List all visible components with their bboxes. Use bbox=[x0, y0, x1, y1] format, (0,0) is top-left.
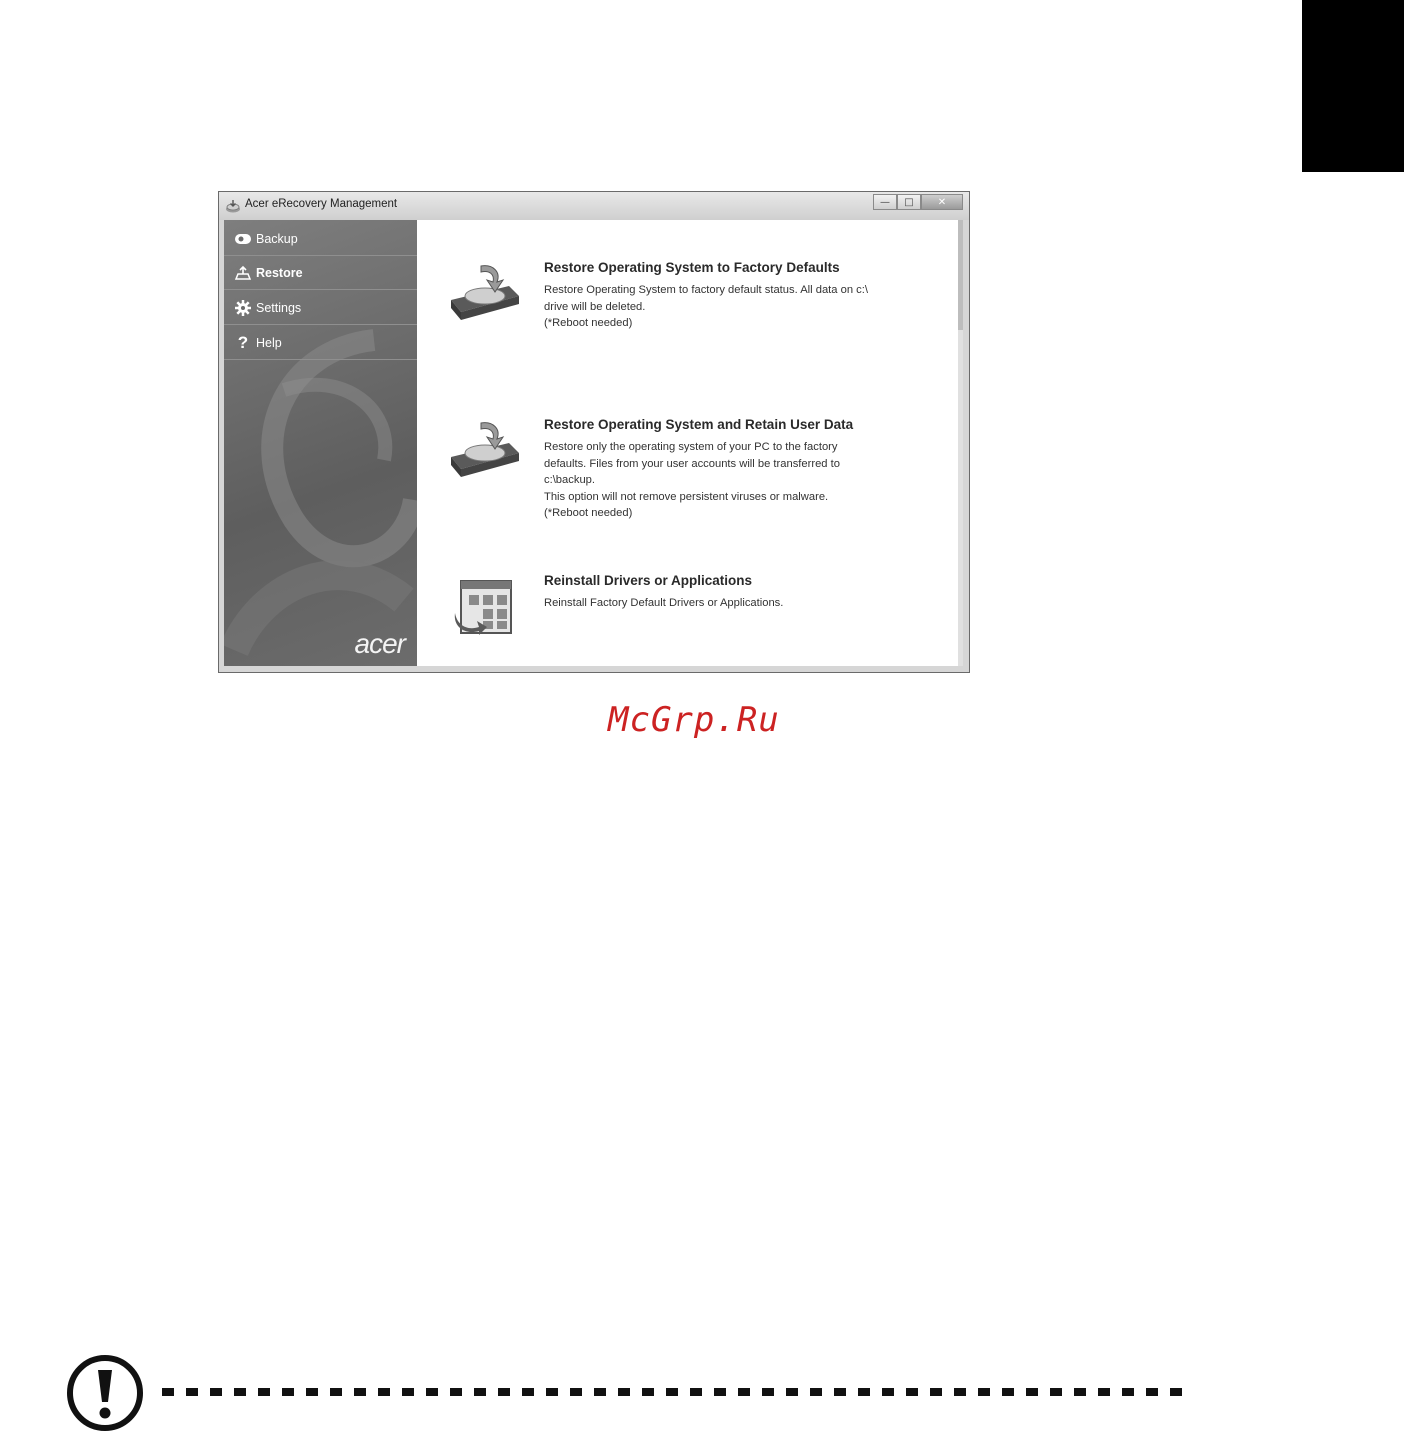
scroll-thumb[interactable] bbox=[958, 220, 963, 330]
sidebar-item-settings[interactable] bbox=[224, 291, 417, 325]
option-description bbox=[544, 439, 924, 522]
description-line: drive will be deleted. bbox=[544, 300, 646, 313]
description-line: c:\backup. bbox=[544, 474, 595, 487]
option-description bbox=[544, 595, 924, 612]
content-panel bbox=[417, 220, 963, 666]
option-title: Restore Operating System and Retain User Data bbox=[544, 417, 854, 432]
description-line: (*Reboot needed) bbox=[544, 317, 633, 330]
hard-drive-restore-icon bbox=[447, 417, 523, 481]
description-line: This option will not remove persistent viruses or malware. bbox=[544, 490, 829, 503]
gear-icon bbox=[234, 300, 252, 316]
erecovery-window bbox=[218, 191, 970, 673]
acer-logo: acer bbox=[354, 628, 405, 659]
dashed-separator bbox=[162, 1388, 1184, 1396]
restore-icon bbox=[234, 265, 252, 281]
option-title: Reinstall Drivers or Applications bbox=[544, 573, 753, 588]
description-line: (*Reboot needed) bbox=[544, 507, 633, 520]
minimize-button[interactable]: — bbox=[873, 194, 897, 210]
sidebar-item-restore[interactable] bbox=[224, 256, 417, 290]
window-controls bbox=[873, 194, 963, 212]
sidebar-item-label: Settings bbox=[256, 300, 302, 315]
description-line: defaults. Files from your user accounts will be transferred to bbox=[544, 457, 840, 470]
scrollbar[interactable] bbox=[958, 220, 963, 666]
watermark-text: McGrp.Ru bbox=[608, 700, 780, 740]
description-line: Restore only the operating system of your PC to the factory bbox=[544, 441, 838, 453]
sidebar-item-backup[interactable] bbox=[224, 222, 417, 256]
title-bar[interactable] bbox=[219, 192, 969, 220]
close-button[interactable]: ✕ bbox=[921, 194, 963, 210]
option-description bbox=[544, 282, 924, 332]
backup-icon bbox=[234, 231, 252, 247]
question-icon: ? bbox=[237, 332, 249, 352]
app-icon bbox=[225, 198, 241, 214]
sidebar-item-label: Help bbox=[256, 335, 282, 350]
option-title: Restore Operating System to Factory Defaults bbox=[544, 260, 840, 275]
sidebar-item-label: Backup bbox=[256, 231, 298, 246]
exclamation-note-icon bbox=[66, 1354, 144, 1432]
window-title: Acer eRecovery Management bbox=[245, 198, 398, 210]
maximize-button[interactable]: □ bbox=[897, 194, 921, 210]
page-tab-marker bbox=[1302, 0, 1404, 172]
sidebar bbox=[224, 220, 417, 666]
description-line: Reinstall Factory Default Drivers or Applications. bbox=[544, 597, 784, 609]
sidebar-item-label: Restore bbox=[256, 265, 303, 280]
hard-drive-restore-icon bbox=[447, 260, 523, 324]
applications-window-icon bbox=[447, 577, 523, 641]
description-line: Restore Operating System to factory default status. All data on c:\ bbox=[544, 284, 868, 296]
sidebar-item-help[interactable] bbox=[224, 326, 417, 360]
